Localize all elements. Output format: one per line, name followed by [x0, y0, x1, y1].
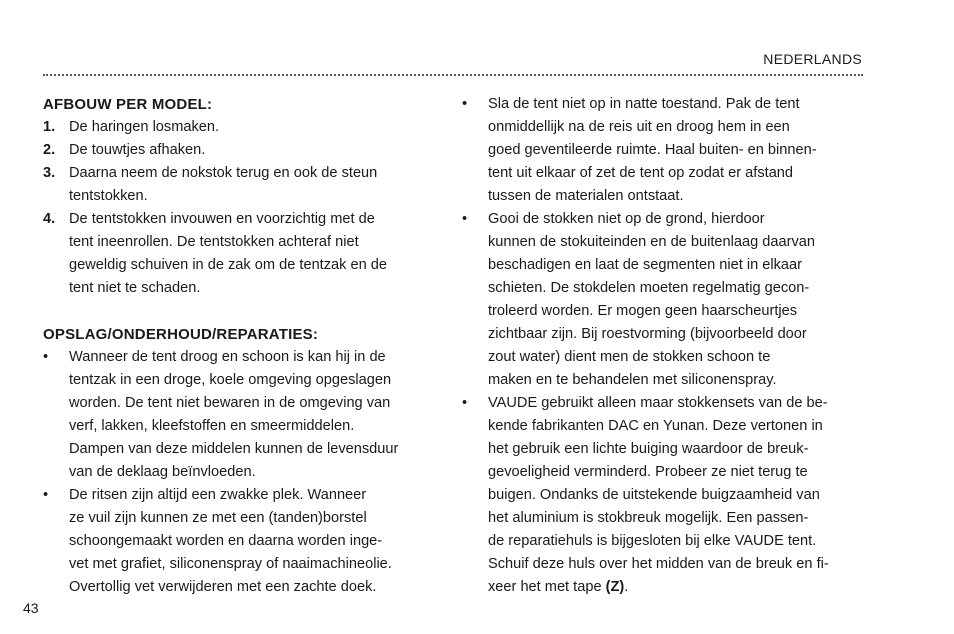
text-line: tussen de materialen ontstaat. [488, 188, 684, 204]
text-line: Overtollig vet verwijderen met een zachte doek. [69, 579, 377, 595]
text-line: worden. De tent niet bewaren in de omgeving van [69, 395, 391, 411]
bullet-list-opslag [43, 346, 438, 599]
bullet-marker: • [462, 395, 468, 411]
list-item [462, 208, 864, 392]
list-item [43, 162, 438, 208]
text-line: De haringen losmaken. [69, 119, 220, 135]
text-line: tent ineenrollen. De tentstokken achteraf niet [69, 234, 359, 250]
bullet-list-right [462, 93, 864, 599]
list-item [462, 392, 864, 599]
text-line: schoongemaakt worden en daarna worden inge- [69, 533, 383, 549]
section-heading-afbouw: AFBOUW PER MODEL: [43, 96, 213, 113]
text-line: Gooi de stokken niet op de grond, hierdoor [488, 211, 765, 227]
text-line: tentstokken. [69, 188, 148, 204]
text-line: De touwtjes afhaken. [69, 142, 206, 158]
text-line: Wanneer de tent droog en schoon is kan hij in de [69, 349, 386, 365]
text-line: schieten. De stokdelen moeten regelmatig gecon- [488, 280, 810, 296]
text-line: het gebruik een lichte buiging waardoor de breuk- [488, 441, 809, 457]
text-line: verf, lakken, kleefstoffen en smeermiddelen. [69, 418, 355, 434]
text-line: zout water) dient men de stokken schoon te [488, 349, 771, 365]
list-item [43, 346, 438, 484]
bullet-marker: • [462, 211, 468, 227]
list-number: 2. [43, 142, 56, 158]
text-line: Dampen van deze middelen kunnen de levensduur [69, 441, 399, 457]
text-fragment: xeer het met tape [488, 579, 606, 595]
text-line: Schuif deze huls over het midden van de breuk en fi- [488, 556, 829, 572]
text-fragment: . [624, 579, 629, 595]
text-line: VAUDE gebruikt alleen maar stokkensets van de be- [488, 395, 828, 411]
text-line [488, 576, 864, 599]
text-line: vet met grafiet, siliconenspray of naaimachineolie. [69, 556, 392, 572]
section-heading-opslag: OPSLAG/ONDERHOUD/REPARATIES: [43, 326, 319, 343]
bullet-marker: • [462, 96, 468, 112]
text-line: beschadigen en laat de segmenten niet in elkaar [488, 257, 802, 273]
list-item [43, 139, 438, 162]
text-line: kende fabrikanten DAC en Yunan. Deze vertonen in [488, 418, 823, 434]
list-item [462, 93, 864, 208]
section-spacer [43, 300, 438, 323]
text-line: onmiddellijk na de reis uit en droog hem in een [488, 119, 790, 135]
text-line: tent uit elkaar of zet de tent op zodat er afstand [488, 165, 794, 181]
text-line: gevoeligheid verminderd. Probeer ze niet terug te [488, 464, 808, 480]
bullet-marker: • [43, 349, 49, 365]
list-item [43, 116, 438, 139]
text-line: zichtbaar zijn. Bij roestvorming (bijvoorbeeld door [488, 326, 807, 342]
text-line: De ritsen zijn altijd een zwakke plek. Wanneer [69, 487, 367, 503]
text-line: ze vuil zijn kunnen ze met een (tanden)borstel [69, 510, 367, 526]
text-line: tentzak in een droge, koele omgeving opgeslagen [69, 372, 392, 388]
text-line: Sla de tent niet op in natte toestand. Pak de tent [488, 96, 800, 112]
text-line: het aluminium is stokbreuk mogelijk. Een passen- [488, 510, 809, 526]
text-line: goed geventileerde ruimte. Haal buiten- en binnen- [488, 142, 817, 158]
right-column [462, 93, 864, 599]
text-line: De tentstokken invouwen en voorzichtig met de [69, 211, 375, 227]
text-line: geweldig schuiven in de zak om de tentzak en de [69, 257, 388, 273]
text-line: de reparatiehuls is bijgesloten bij elke VAUDE tent. [488, 533, 817, 549]
page-number: 43 [23, 600, 39, 616]
header-language: NEDERLANDS [763, 51, 862, 67]
text-line: van de deklaag beïnvloeden. [69, 464, 256, 480]
text-line: maken en te behandelen met siliconenspray. [488, 372, 777, 388]
figure-reference: (Z) [605, 579, 625, 595]
bullet-marker: • [43, 487, 49, 503]
left-column [43, 93, 438, 599]
text-line: Daarna neem de nokstok terug en ook de steun [69, 165, 378, 181]
list-number: 3. [43, 165, 56, 181]
header-dotted-divider [43, 74, 863, 76]
text-line: kunnen de stokuiteinden en de buitenlaag daarvan [488, 234, 815, 250]
list-item [43, 208, 438, 300]
text-line: buigen. Ondanks de uitstekende buigzaamheid van [488, 487, 820, 503]
text-line: tent niet te schaden. [69, 280, 201, 296]
list-item [43, 484, 438, 599]
list-number: 1. [43, 119, 56, 135]
text-line: troleerd worden. Er mogen geen haarscheurtjes [488, 303, 798, 319]
list-number: 4. [43, 211, 56, 227]
numbered-list-afbouw [43, 116, 438, 300]
